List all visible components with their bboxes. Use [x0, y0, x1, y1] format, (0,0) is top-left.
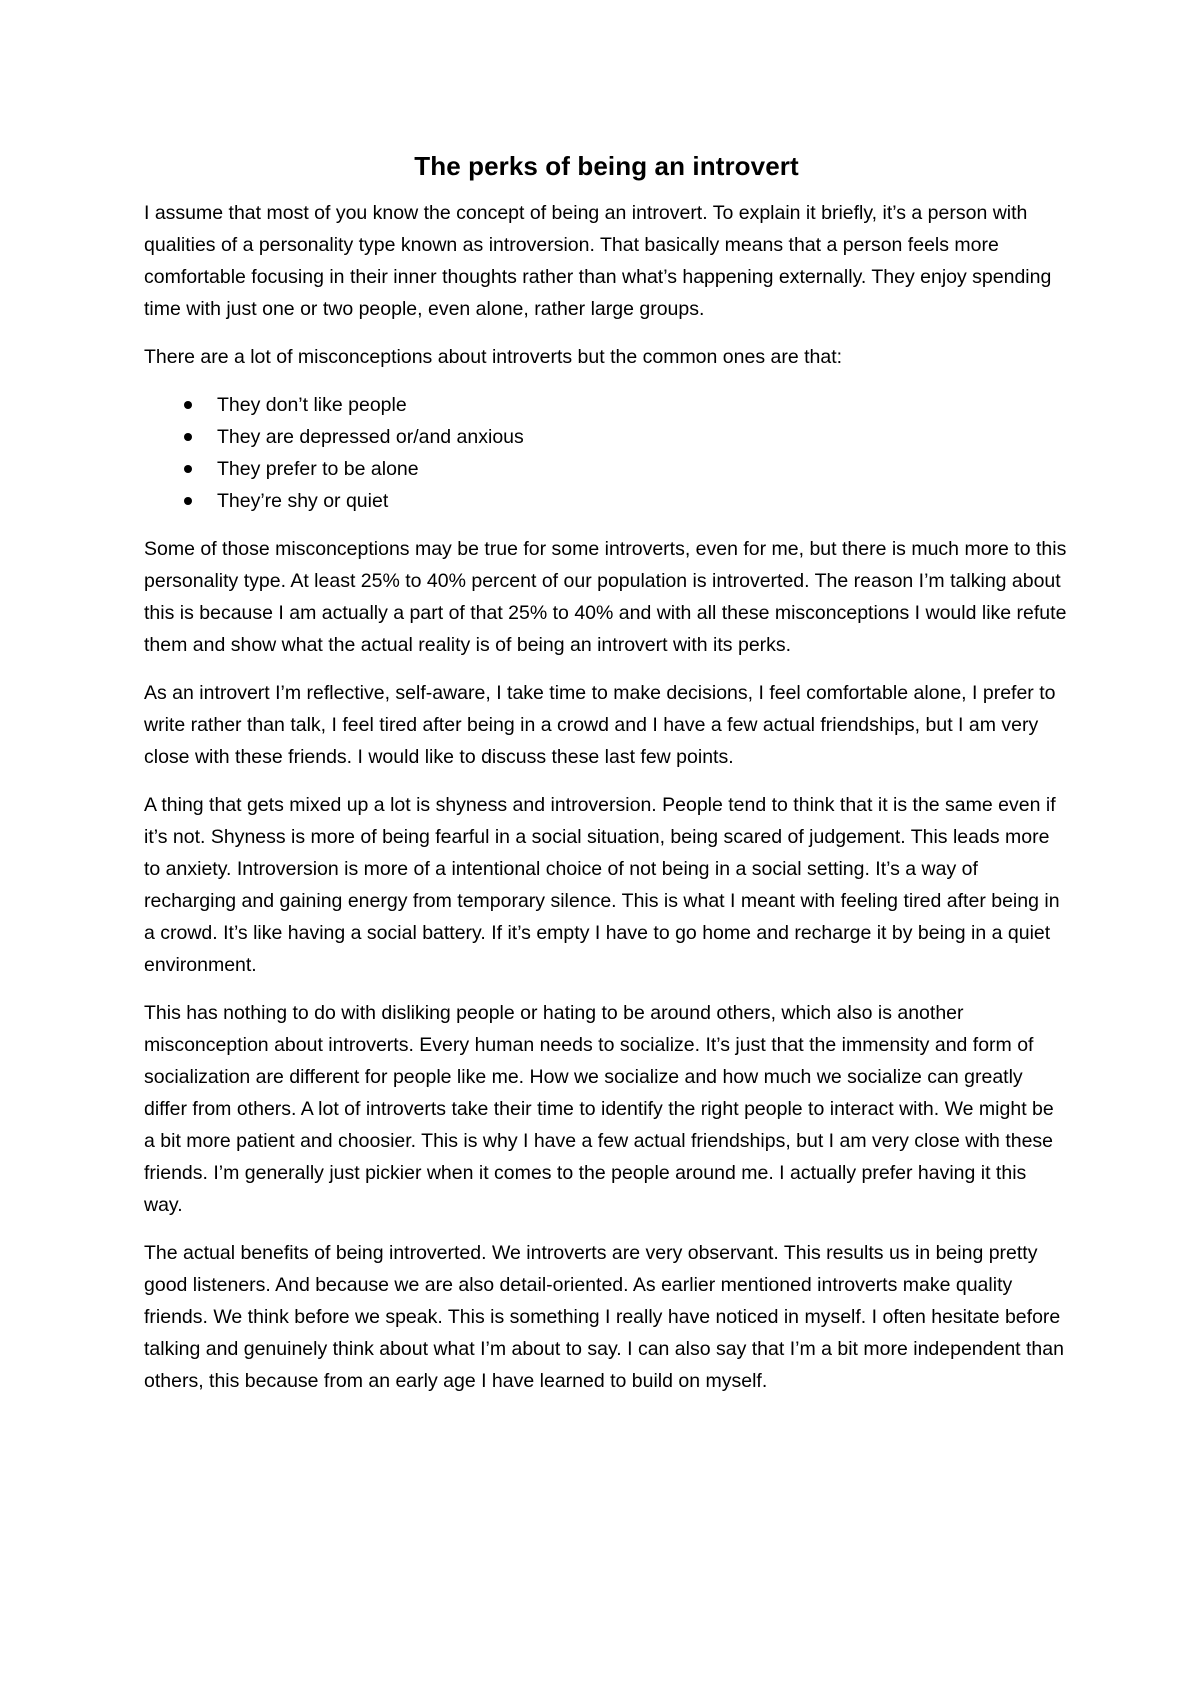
bullet-icon: [184, 465, 192, 473]
misconceptions-list: [144, 389, 1069, 517]
list-item-text: They are depressed or/and anxious: [217, 426, 524, 448]
body-paragraph: As an introvert I’m reflective, self-aware, I take time to make decisions, I feel comfortable alone, I prefer to write rather than talk, I feel tired after being in a crowd and I have a few actual friendships, but I am very close with these friends. I would like to discuss these last few points.: [144, 682, 1056, 768]
list-item: [144, 389, 1069, 421]
intro-paragraph: I assume that most of you know the concept of being an introvert. To explain it briefly, it’s a person with qualities of a personality type known as introversion. That basically means that a person feels more comfortable focusing in their inner thoughts rather than what’s happening externally. They enjoy spending time with just one or two people, even alone, rather large groups.: [144, 202, 1052, 320]
list-item-text: They prefer to be alone: [217, 458, 419, 480]
document-title: The perks of being an introvert: [414, 151, 799, 181]
list-item-text: They’re shy or quiet: [217, 490, 389, 512]
misconceptions-intro-paragraph: There are a lot of misconceptions about introverts but the common ones are that:: [144, 346, 843, 368]
body-paragraph: The actual benefits of being introverted. We introverts are very observant. This results us in being pretty good listeners. And because we are also detail-oriented. As earlier mentioned introverts make quality friends. We think before we speak. This is something I really have noticed in myself. I often hesitate before talking and genuinely think about what I’m about to say. I can also say that I’m a bit more independent than others, this because from an early age I have learned to build on myself.: [144, 1242, 1064, 1392]
list-item: [144, 485, 1069, 517]
list-item: [144, 421, 1069, 453]
body-paragraph: This has nothing to do with disliking people or hating to be around others, which also is another misconception about introverts. Every human needs to socialize. It’s just that the immensity and form of socialization are different for people like me. How we socialize and how much we socialize can greatly differ from others. A lot of introverts take their time to identify the right people to interact with. We might be a bit more patient and choosier. This is why I have a few actual friendships, but I am very close with these friends. I’m generally just pickier when it comes to the people around me. I actually prefer having it this way.: [144, 1002, 1054, 1216]
bullet-icon: [184, 497, 192, 505]
document-body: [144, 146, 1069, 1413]
body-paragraph: Some of those misconceptions may be true for some introverts, even for me, but there is much more to this personality type. At least 25% to 40% percent of our population is introverted. The reason I’m talking about this is because I am actually a part of that 25% to 40% and with all these misconceptions I would like refute them and show what the actual reality is of being an introvert with its perks.: [144, 538, 1067, 656]
list-item-text: They don’t like people: [217, 394, 407, 416]
list-item: [144, 453, 1069, 485]
bullet-icon: [184, 433, 192, 441]
body-paragraph: A thing that gets mixed up a lot is shyness and introversion. People tend to think that it is the same even if it’s not. Shyness is more of being fearful in a social situation, being scared of judgement. This leads more to anxiety. Introversion is more of a intentional choice of not being in a social setting. It’s a way of recharging and gaining energy from temporary silence. This is what I meant with feeling tired after being in a crowd. It’s like having a social battery. If it’s empty I have to go home and recharge it by being in a quiet environment.: [144, 794, 1060, 976]
bullet-icon: [184, 401, 192, 409]
